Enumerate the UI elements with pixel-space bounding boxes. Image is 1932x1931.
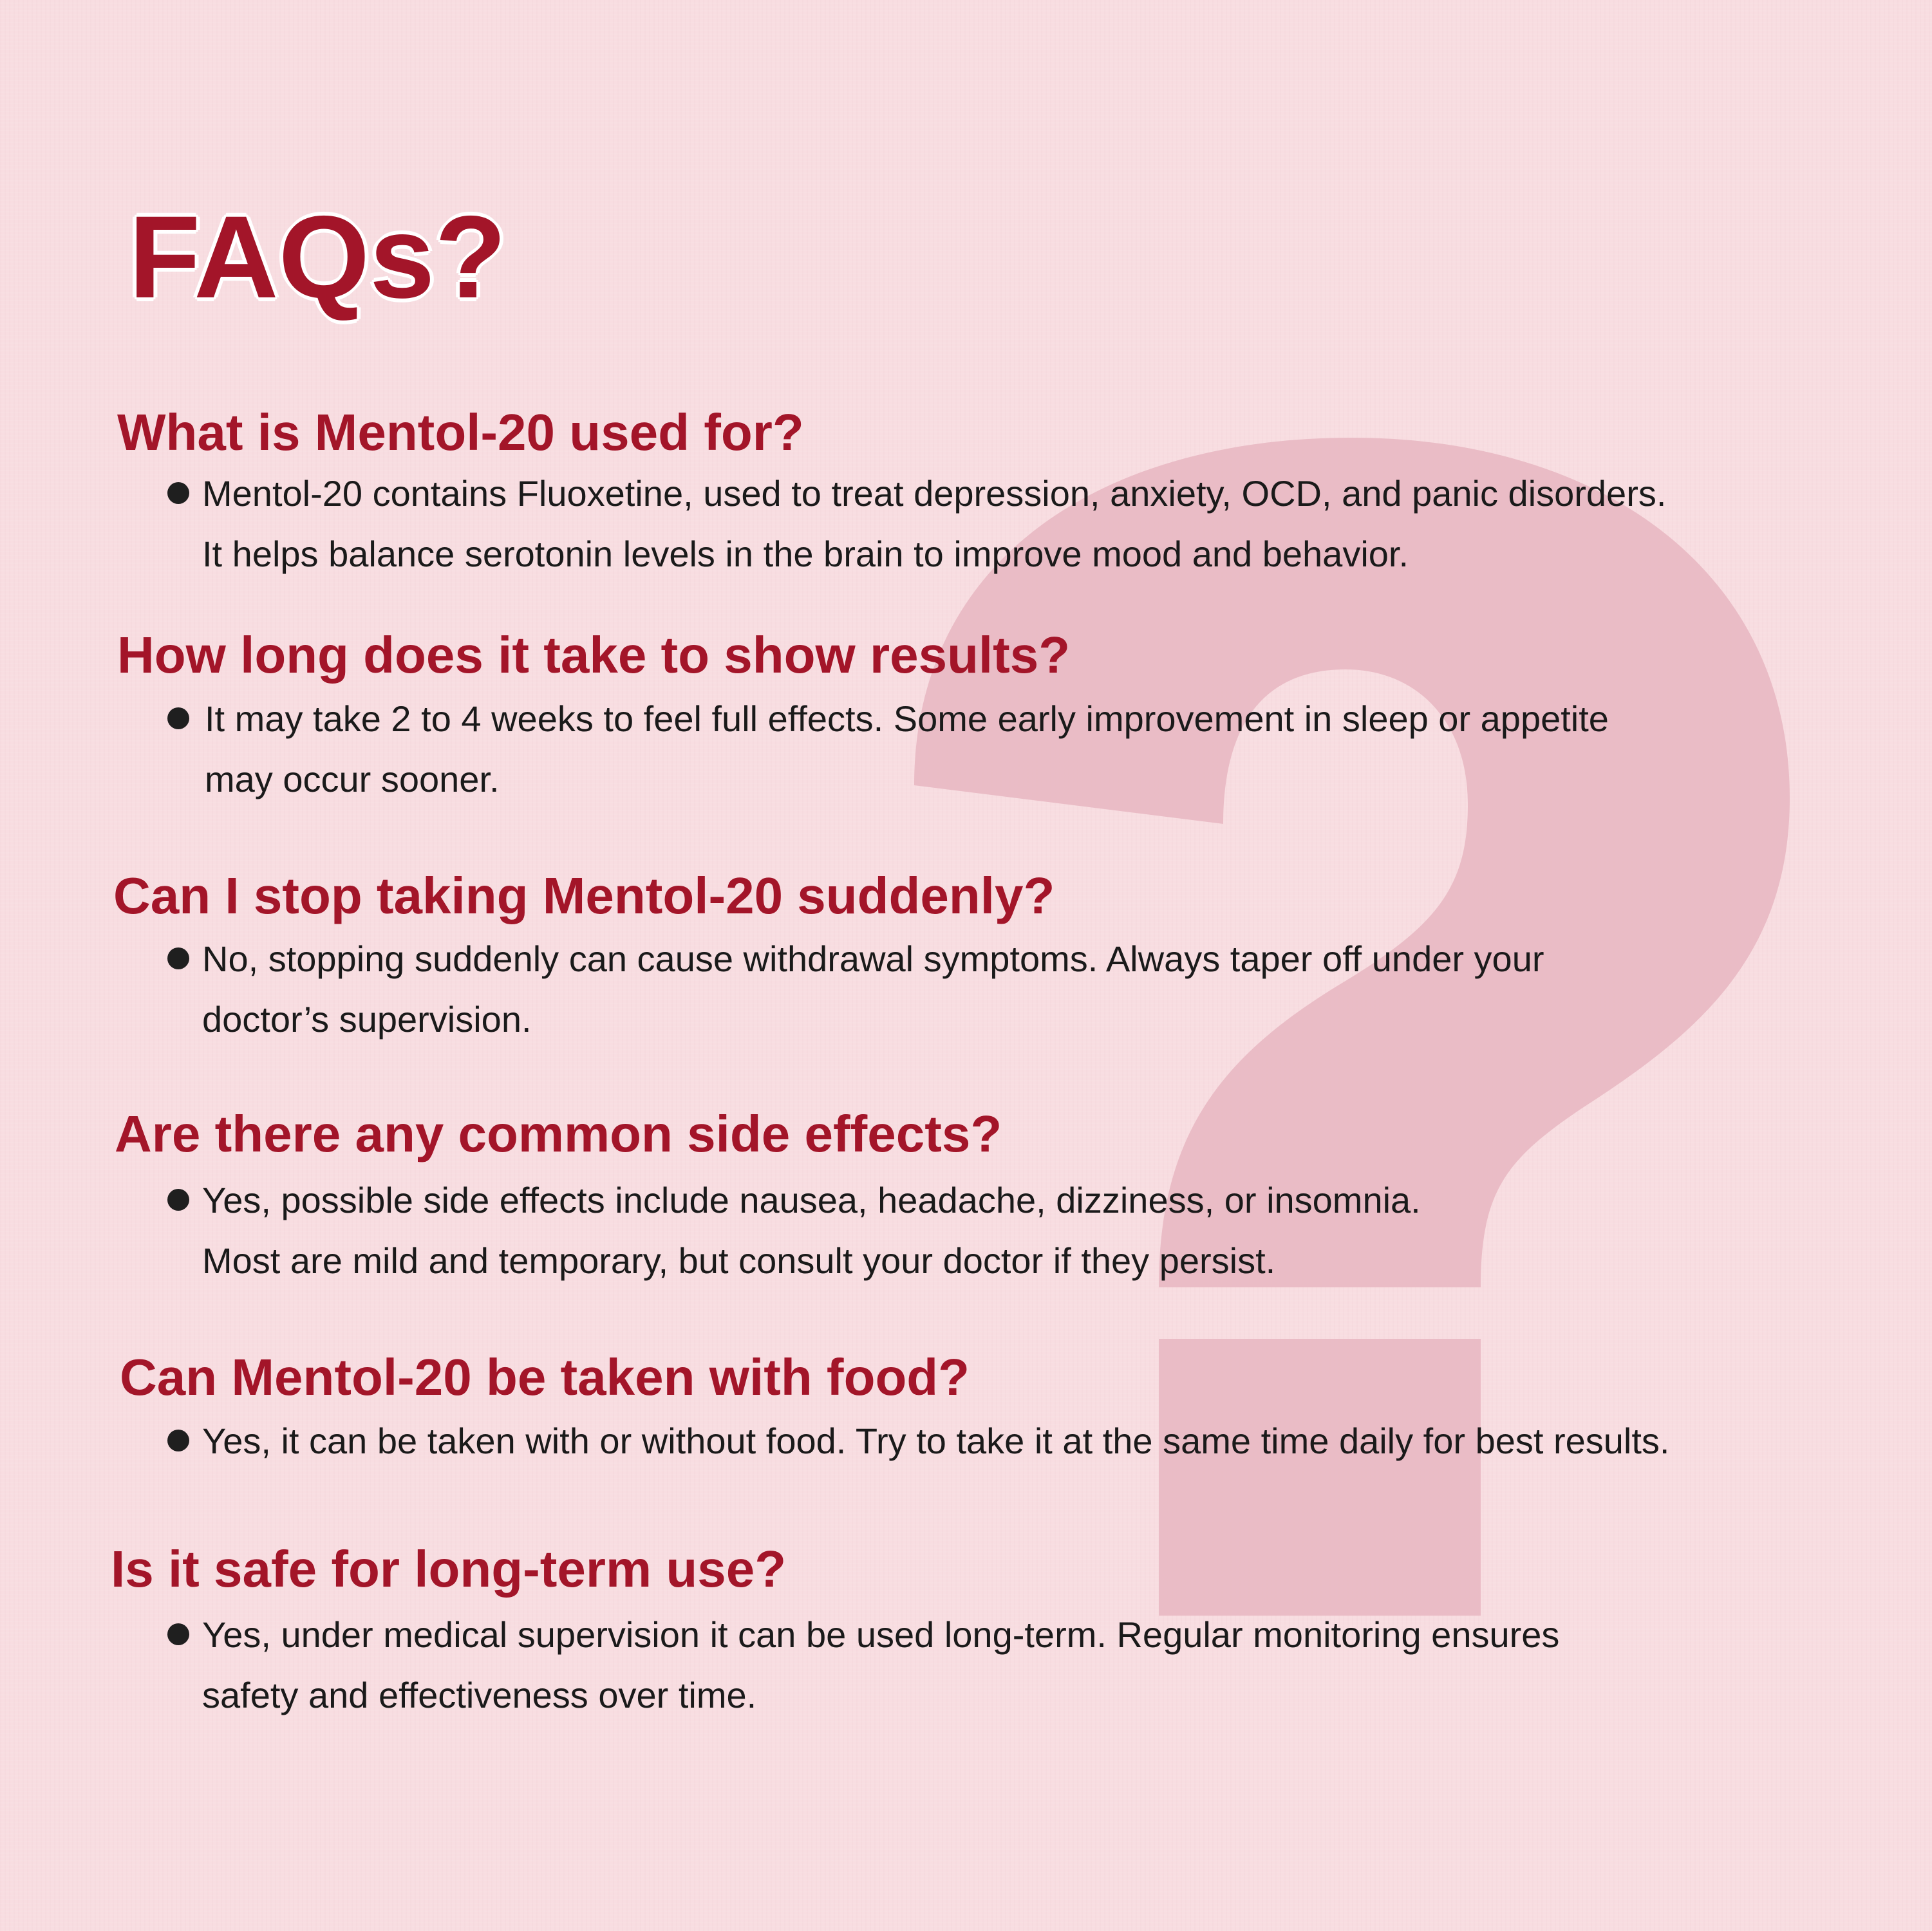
faq-answer-line: Most are mild and temporary, but consult your doctor if they persist. <box>202 1240 1276 1281</box>
faq-answer-line: No, stopping suddenly can cause withdrawal symptoms. Always taper off under your <box>202 938 1544 979</box>
bullet-icon <box>167 707 189 729</box>
faq-answer-6 <box>202 1605 1559 1726</box>
faq-question-3: Can I stop taking Mentol-20 suddenly? <box>113 867 1055 924</box>
faq-question-6: Is it safe for long-term use? <box>111 1540 787 1598</box>
faq-question-1: What is Mentol-20 used for? <box>117 404 804 461</box>
faq-answer-line: Mentol-20 contains Fluoxetine, used to treat depression, anxiety, OCD, and panic disorders. <box>202 473 1667 514</box>
faq-answer-line: Yes, possible side effects include nausea, headache, dizziness, or insomnia. <box>202 1180 1421 1220</box>
faq-answer-line: It helps balance serotonin levels in the brain to improve mood and behavior. <box>202 534 1409 574</box>
faq-answer-line: Yes, it can be taken with or without food. Try to take it at the same time daily for best results. <box>202 1421 1670 1461</box>
bullet-icon <box>167 1189 189 1211</box>
faq-answer-3 <box>202 929 1544 1050</box>
faq-answer-line: may occur sooner. <box>205 759 500 799</box>
faq-answer-line: safety and effectiveness over time. <box>202 1675 757 1715</box>
faq-answer-line: It may take 2 to 4 weeks to feel full effects. Some early improvement in sleep or appetite <box>205 698 1609 739</box>
faq-answer-5 <box>202 1411 1669 1471</box>
page-title: FAQs? <box>129 191 507 322</box>
faq-answer-1 <box>202 463 1666 584</box>
faq-answer-2 <box>205 689 1609 810</box>
faq-question-2: How long does it take to show results? <box>117 626 1071 684</box>
bullet-icon <box>167 947 189 969</box>
faq-answer-4 <box>202 1170 1421 1291</box>
faq-question-5: Can Mentol-20 be taken with food? <box>120 1348 970 1406</box>
faq-answer-line: doctor’s supervision. <box>202 999 532 1040</box>
faq-answer-line: Yes, under medical supervision it can be used long-term. Regular monitoring ensures <box>202 1614 1560 1655</box>
bullet-icon <box>167 1430 189 1451</box>
bullet-icon <box>167 482 189 504</box>
bullet-icon <box>167 1623 189 1645</box>
faq-question-4: Are there any common side effects? <box>115 1105 1002 1162</box>
